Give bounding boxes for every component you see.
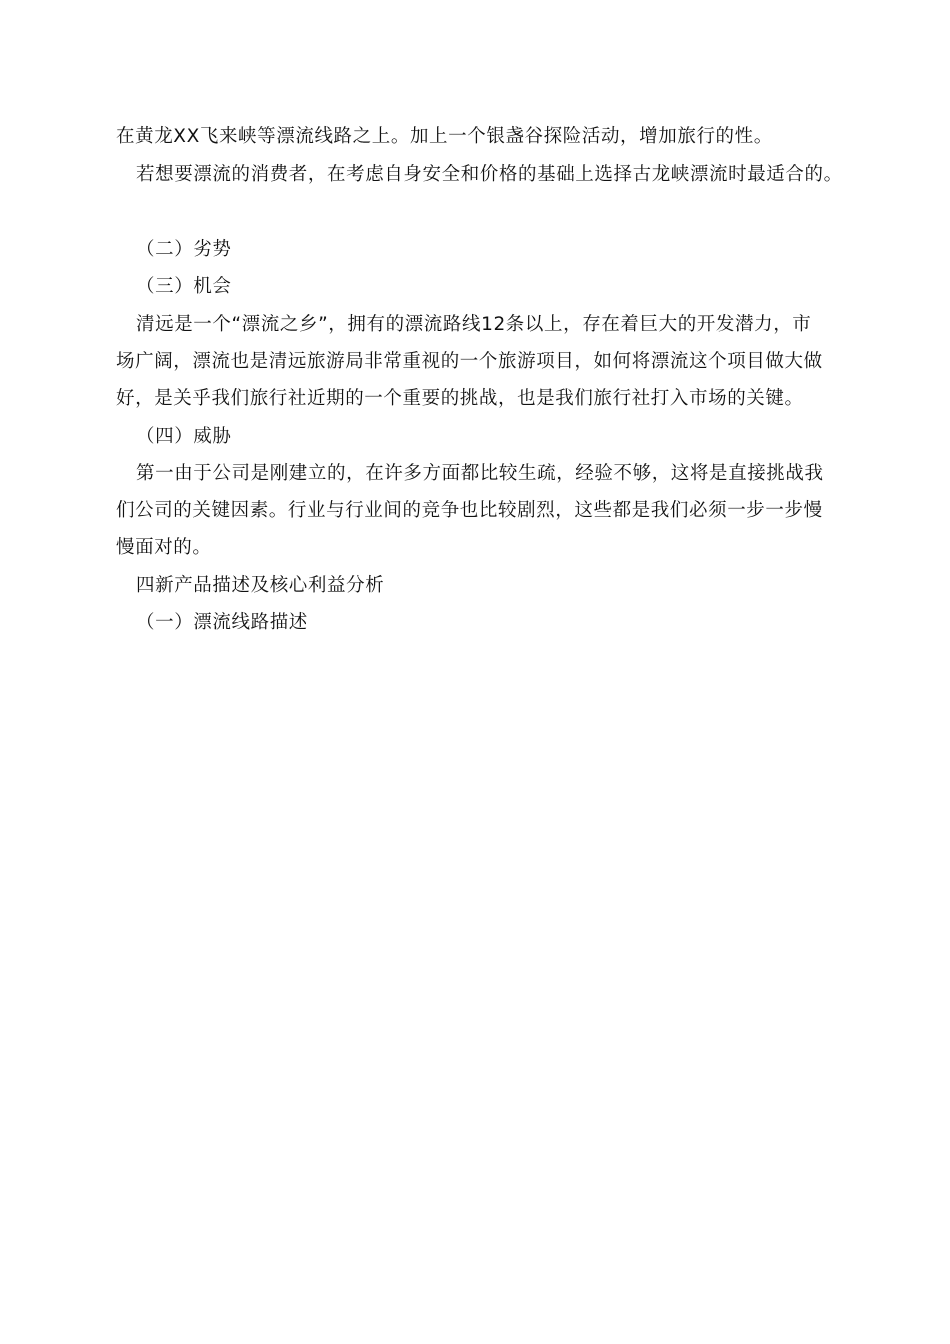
section-heading-product: 四新产品描述及核心利益分析 <box>136 575 385 596</box>
paragraph-line: 们公司的关键因素。行业与行业间的竞争也比较剧烈，这些都是我们必须一步一步慢 <box>116 500 823 521</box>
section-heading-rafting-route: （一）漂流线路描述 <box>136 612 308 633</box>
paragraph-line: 在黄龙XX飞来峡等漂流线路之上。加上一个银盏谷探险活动，增加旅行的性。 <box>116 126 773 147</box>
section-heading-opportunity: （三）机会 <box>136 276 232 297</box>
paragraph-line: 第一由于公司是刚建立的，在许多方面都比较生疏，经验不够，这将是直接挑战我 <box>136 463 824 484</box>
paragraph-line: 场广阔，漂流也是清远旅游局非常重视的一个旅游项目，如何将漂流这个项目做大做 <box>116 351 823 372</box>
paragraph-line: 清远是一个“漂流之乡”，拥有的漂流路线12条以上，存在着巨大的开发潜力，市 <box>136 314 812 335</box>
paragraph-line: 好，是关乎我们旅行社近期的一个重要的挑战，也是我们旅行社打入市场的关键。 <box>116 388 804 409</box>
section-heading-threat: （四）威胁 <box>136 426 232 447</box>
section-heading-weakness: （二）劣势 <box>136 239 232 260</box>
paragraph-line: 若想要漂流的消费者，在考虑自身安全和价格的基础上选择古龙峡漂流时最适合的。 <box>136 164 843 185</box>
paragraph-line: 慢面对的。 <box>116 537 212 558</box>
